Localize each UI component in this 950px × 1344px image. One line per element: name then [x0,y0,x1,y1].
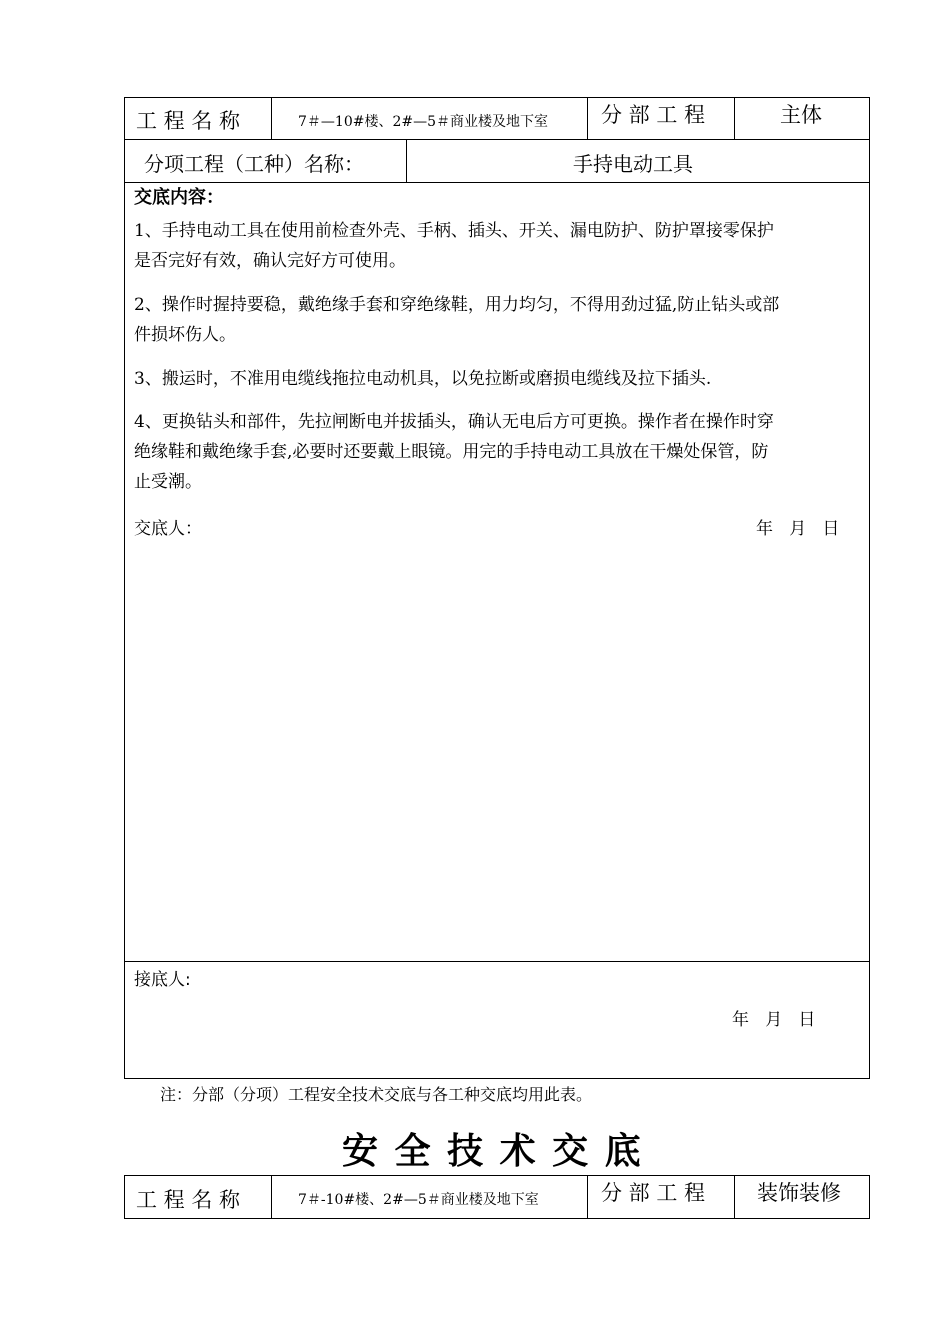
page-title: 安 全 技 术 交 底 [342,1130,643,1172]
table-border-bottom [124,1078,870,1079]
table-divider [406,139,407,183]
table-divider [124,139,870,140]
project-name-label: 工 程 名 称 [136,109,241,133]
table-divider [587,1175,588,1219]
table-divider [124,182,870,183]
table-divider [734,1175,735,1219]
subitem-label: 分项工程（工种）名称： [144,152,364,176]
list-item: 1、手持电动工具在使用前检查外壳、手柄、插头、开关、漏电防护、防护罩接零保护 是否完好有效，确认完好方可使用。 [134,221,774,271]
project-name-value: 7＃—10#楼、2#—5＃商业楼及地下室 [298,114,548,130]
list-item: 4、更换钻头和部件，先拉闸断电并拔插头，确认无电后方可更换。操作者在操作时穿 绝缘鞋和戴绝缘手套,必要时还要戴上眼镜。用完的手持电动工具放在干燥处保管，防 止受潮。 [134,412,774,492]
table-border-bottom [124,1218,870,1219]
table-divider [271,1175,272,1219]
division-value: 主体 [780,103,822,127]
list-item: 3、搬运时，不准用电缆线拖拉电动机具，以免拉断或磨损电缆线及拉下插头. [134,369,712,389]
table-border-right [869,1175,870,1219]
division-value: 装饰装修 [757,1181,841,1205]
table-border-left [124,1175,125,1219]
table-border-top [124,1175,870,1176]
table-divider [734,97,735,140]
discloser-label: 交底人： [134,519,202,539]
project-name-label: 工 程 名 称 [136,1188,241,1212]
table-border-top [124,97,870,98]
content-heading: 交底内容： [134,187,224,208]
footnote: 注：分部（分项）工程安全技术交底与各工种交底均用此表。 [160,1085,593,1104]
table-divider [587,97,588,140]
table-border-right [869,97,870,1079]
subitem-value: 手持电动工具 [573,152,693,176]
table-border-left [124,97,125,1079]
table-divider [124,961,870,962]
list-item: 2、操作时握持要稳，戴绝缘手套和穿绝缘鞋，用力均匀，不得用劲过猛,防止钻头或部 件损坏伤人。 [134,295,780,345]
receiver-date: 年 月 日 [732,1010,816,1030]
receiver-label: 接底人: [134,970,191,990]
project-name-value: 7＃-10#楼、2#—5＃商业楼及地下室 [298,1192,539,1208]
table-divider [271,97,272,140]
discloser-date: 年 月 日 [756,519,840,539]
division-label: 分 部 工 程 [601,1181,706,1205]
division-label: 分 部 工 程 [601,103,706,127]
